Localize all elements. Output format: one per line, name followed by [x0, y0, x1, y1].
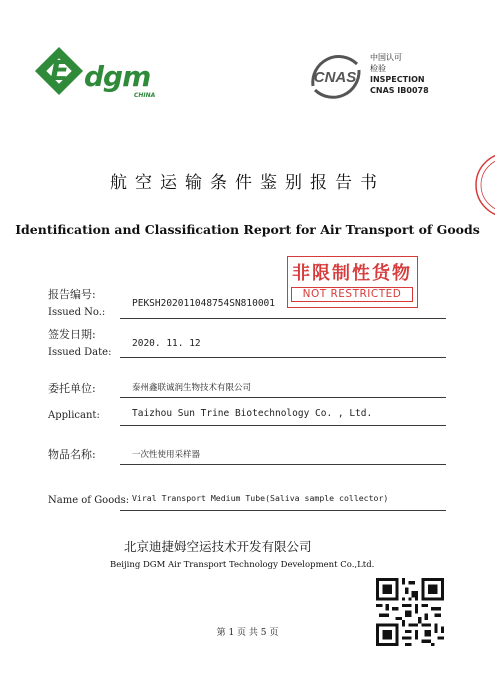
- report-title-cn: 航空运输条件鉴别报告书: [110, 173, 385, 193]
- report-no-value: PEKSH202011048754SN810001: [132, 298, 275, 309]
- issue-date-label-en: Issued Date:: [48, 347, 112, 358]
- consignor-label-cn: 委托单位:: [48, 382, 96, 395]
- issue-date-underline: [120, 357, 446, 358]
- stamp-text-cn: 非限制性货物: [292, 263, 412, 284]
- page-number: 第 1 页 共 5 页: [216, 628, 279, 638]
- logo-brand-sub: CHINA: [134, 92, 156, 99]
- report-title-en: Identification and Classification Report for Air Transport of Goods: [15, 222, 480, 237]
- report-no-label-cn: 报告编号:: [48, 288, 96, 301]
- company-name-en: Beijing DGM Air Transport Technology Development Co.,Ltd.: [110, 560, 375, 570]
- not-restricted-stamp: [287, 256, 418, 308]
- report-no-underline: [120, 318, 446, 319]
- report-no-label-en: Issued No.:: [48, 307, 106, 318]
- goods-label-en: Name of Goods:: [48, 495, 130, 506]
- issue-date-value: 2020. 11. 12: [132, 338, 201, 349]
- cnas-line-4: CNAS IB0078: [370, 86, 429, 95]
- issue-date-label-cn: 签发日期:: [48, 328, 96, 341]
- logo-letter: E: [50, 54, 70, 87]
- applicant-value-en: Taizhou Sun Trine Biotechnology Co. , Ltd.: [132, 408, 373, 419]
- dgm-logo: [38, 40, 178, 100]
- cnas-line-1: 中国认可: [370, 53, 402, 62]
- cnas-mark-icon: [305, 50, 365, 100]
- cnas-line-2: 检验: [370, 64, 386, 73]
- logo-brand: dgm: [84, 60, 151, 93]
- consignor-underline-cn: [120, 397, 446, 398]
- goods-value-cn: 一次性使用采样器: [132, 450, 201, 460]
- goods-underline-cn: [120, 464, 446, 465]
- goods-underline-en: [120, 510, 446, 511]
- company-name-cn: 北京迪捷姆空运技术开发有限公司: [124, 539, 312, 554]
- cnas-line-3: INSPECTION: [370, 75, 425, 84]
- cnas-mark-text: CNAS: [313, 69, 357, 86]
- applicant-underline: [120, 425, 446, 426]
- goods-value-en: Viral Transport Medium Tube(Saliva sample collector): [132, 493, 389, 503]
- consignor-value-cn: 泰州鑫联诚润生物技术有限公司: [132, 383, 252, 393]
- cnas-accreditation-text: [370, 52, 429, 96]
- goods-label-cn: 物品名称:: [48, 448, 96, 461]
- applicant-label-en: Applicant:: [48, 410, 100, 421]
- stamp-text-en: NOT RESTRICTED: [291, 287, 413, 302]
